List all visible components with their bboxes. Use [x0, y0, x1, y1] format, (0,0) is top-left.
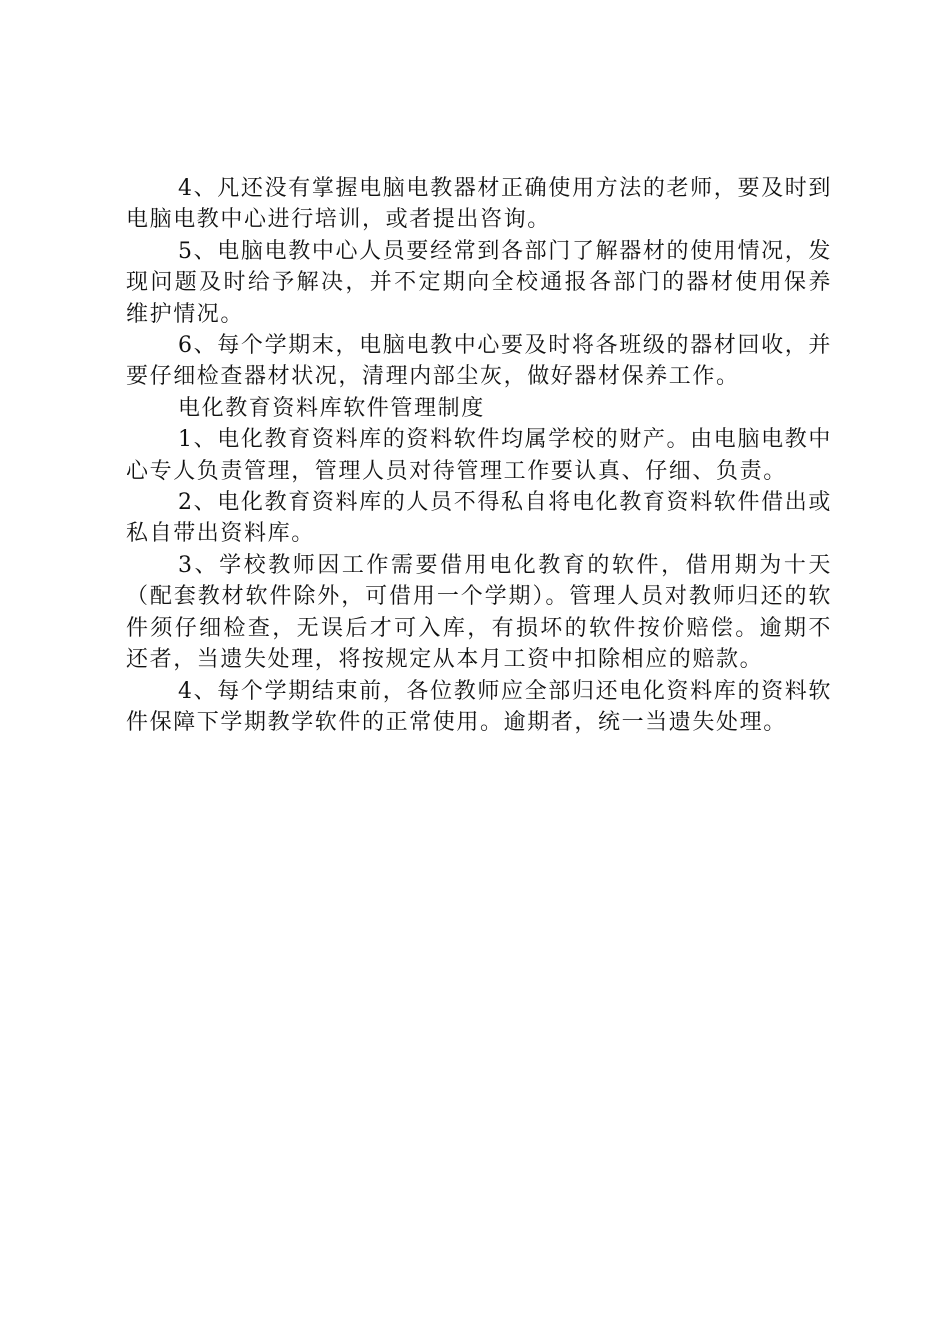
rule-item-2: 2、电化教育资料库的人员不得私自将电化教育资料软件借出或私自带出资料库。: [126, 490, 832, 547]
rule-item-3: 3、学校教师因工作需要借用电化教育的软件，借用期为十天（配套教材软件除外，可借用一个学期）。管理人员对教师归还的软件须仔细检查，无误后才可入库，有损坏的软件按价赔偿。逾期不还者，当遗失处理，将按规定从本月工资中扣除相应的赔款。: [126, 552, 832, 673]
rule-item-4: 4、每个学期结束前，各位教师应全部归还电化资料库的资料软件保障下学期教学软件的正常使用。逾期者，统一当遗失处理。: [126, 678, 832, 735]
section-title: 电化教育资料库软件管理制度: [178, 395, 485, 421]
rule-item-1: 1、电化教育资料库的资料软件均属学校的财产。由电脑电教中心专人负责管理，管理人员对待管理工作要认真、仔细、负责。: [126, 427, 832, 484]
paragraph-item-6: 6、每个学期末，电脑电教中心要及时将各班级的器材回收，并要仔细检查器材状况，清理内部尘灰，做好器材保养工作。: [126, 333, 832, 390]
paragraph-item-4: 4、凡还没有掌握电脑电教器材正确使用方法的老师，要及时到电脑电教中心进行培训，或者提出咨询。: [126, 176, 832, 233]
paragraph-item-5: 5、电脑电教中心人员要经常到各部门了解器材的使用情况，发现问题及时给予解决，并不定期向全校通报各部门的器材使用保养维护情况。: [126, 238, 832, 327]
document-body: [126, 173, 832, 738]
